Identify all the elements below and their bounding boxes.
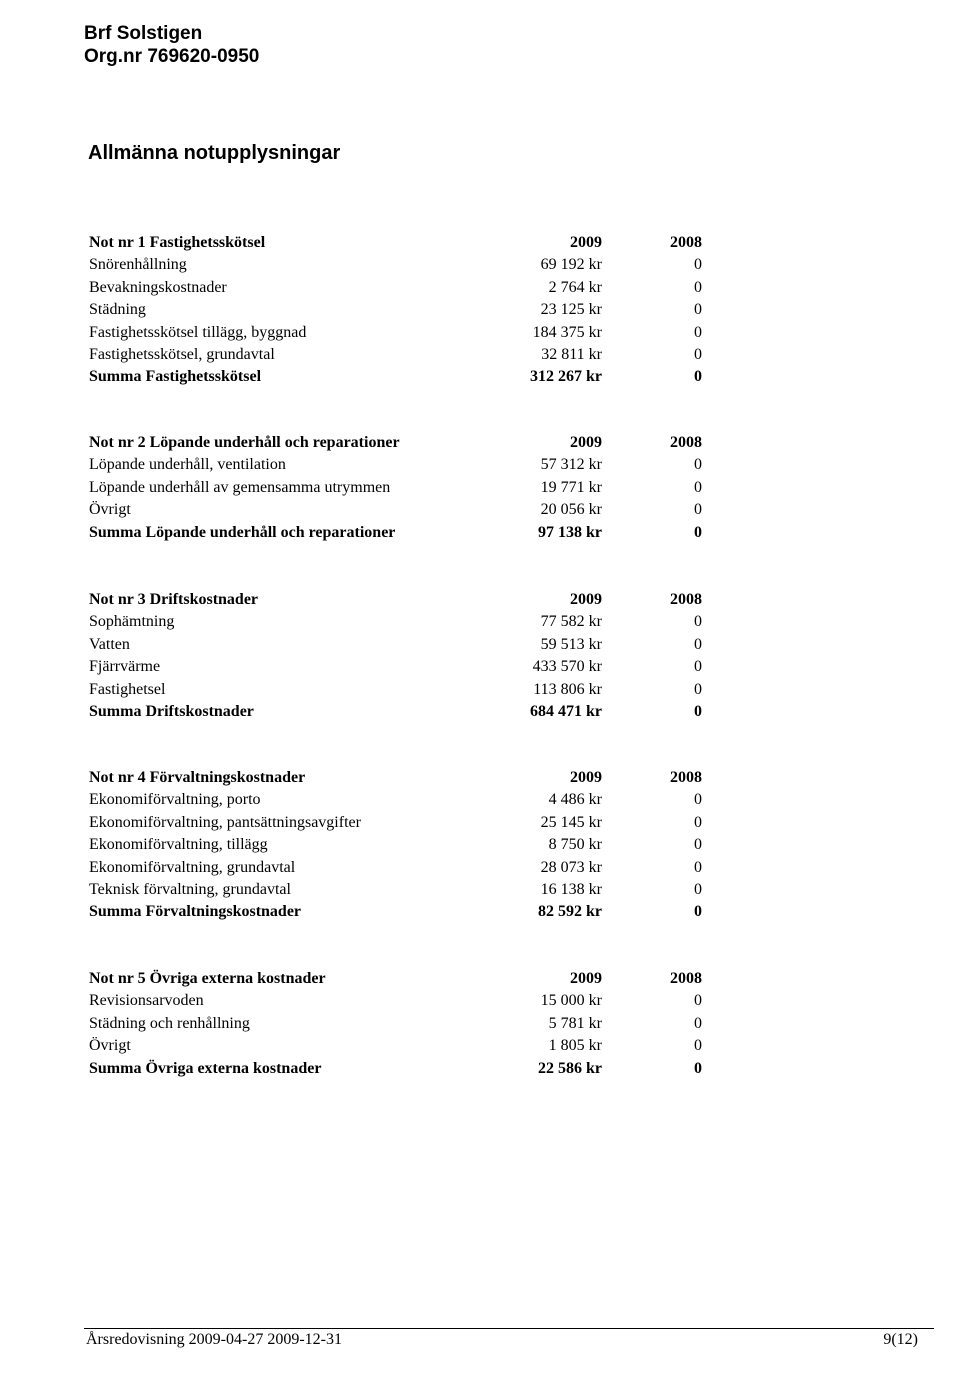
note-4-table xyxy=(89,767,709,924)
table-row xyxy=(89,454,709,476)
value-2009: 5 781 kr xyxy=(548,1014,602,1032)
row-label: Löpande underhåll, ventilation xyxy=(89,456,286,474)
value-2008: 0 xyxy=(694,813,702,831)
value-2008: 0 xyxy=(694,1037,702,1055)
value-2009: 59 513 kr xyxy=(540,635,602,653)
sum-label: Summa Löpande underhåll och reparationer xyxy=(89,523,396,541)
value-2008: 0 xyxy=(694,858,702,876)
value-2009: 28 073 kr xyxy=(540,858,602,876)
table-row xyxy=(89,277,709,299)
row-label: Ekonomiförvaltning, grundavtal xyxy=(89,858,296,876)
table-row xyxy=(89,812,709,834)
value-2009: 32 811 kr xyxy=(541,345,602,363)
footer-divider xyxy=(84,1328,934,1329)
row-label: Städning xyxy=(89,301,146,319)
row-label: Vatten xyxy=(89,635,130,653)
sum-value-2008: 0 xyxy=(694,903,702,921)
value-2009: 8 750 kr xyxy=(548,836,602,854)
row-label: Teknisk förvaltning, grundavtal xyxy=(89,880,291,898)
row-label: Revisionsarvoden xyxy=(89,992,204,1010)
value-2008: 0 xyxy=(694,791,702,809)
note-title: Not nr 5 Övriga externa kostnader xyxy=(89,970,326,987)
org-number: Org.nr 769620-0950 xyxy=(84,46,260,67)
sum-value-2008: 0 xyxy=(694,1059,702,1077)
table-row xyxy=(89,1035,709,1057)
table-row xyxy=(89,344,709,366)
note-header-row xyxy=(89,232,709,254)
value-2008: 0 xyxy=(694,658,702,676)
sum-value-2008: 0 xyxy=(694,368,702,386)
value-2008: 0 xyxy=(694,680,702,698)
column-header-2009: 2009 xyxy=(570,970,602,987)
table-row xyxy=(89,1013,709,1035)
table-row xyxy=(89,611,709,633)
column-header-2008: 2008 xyxy=(670,234,702,251)
column-header-2008: 2008 xyxy=(670,769,702,786)
row-label: Ekonomiförvaltning, porto xyxy=(89,791,261,809)
value-2008: 0 xyxy=(694,456,702,474)
note-3-table xyxy=(89,589,709,723)
footer-page-number: 9(12) xyxy=(883,1331,918,1348)
column-header-2008: 2008 xyxy=(670,434,702,451)
note-title: Not nr 1 Fastighetsskötsel xyxy=(89,234,266,251)
note-5-table xyxy=(89,968,709,1080)
value-2009: 433 570 kr xyxy=(532,658,602,676)
sum-row xyxy=(89,1058,709,1080)
row-label: Övrigt xyxy=(89,501,131,519)
note-1-table xyxy=(89,232,709,389)
value-2008: 0 xyxy=(694,992,702,1010)
value-2009: 16 138 kr xyxy=(540,880,602,898)
note-header-row xyxy=(89,432,709,454)
value-2009: 2 764 kr xyxy=(548,278,602,296)
table-row xyxy=(89,834,709,856)
note-header-row xyxy=(89,589,709,611)
sum-label: Summa Förvaltningskostnader xyxy=(89,903,302,921)
value-2009: 77 582 kr xyxy=(540,613,602,631)
value-2008: 0 xyxy=(694,836,702,854)
note-title: Not nr 3 Driftskostnader xyxy=(89,591,259,608)
note-title: Not nr 2 Löpande underhåll och reparationer xyxy=(89,434,400,451)
row-label: Fastighetsskötsel tillägg, byggnad xyxy=(89,323,307,341)
value-2008: 0 xyxy=(694,635,702,653)
sum-label: Summa Övriga externa kostnader xyxy=(89,1059,322,1077)
sum-row xyxy=(89,522,709,544)
value-2009: 25 145 kr xyxy=(540,813,602,831)
row-label: Sophämtning xyxy=(89,613,175,631)
sum-row xyxy=(89,901,709,923)
value-2008: 0 xyxy=(694,278,702,296)
value-2009: 20 056 kr xyxy=(540,501,602,519)
column-header-2009: 2009 xyxy=(570,769,602,786)
sum-value-2009: 22 586 kr xyxy=(538,1059,602,1077)
table-row xyxy=(89,634,709,656)
row-label: Städning och renhållning xyxy=(89,1014,250,1032)
table-row xyxy=(89,499,709,521)
column-header-2008: 2008 xyxy=(670,591,702,608)
value-2008: 0 xyxy=(694,880,702,898)
table-row xyxy=(89,254,709,276)
sum-value-2008: 0 xyxy=(694,523,702,541)
table-row xyxy=(89,656,709,678)
value-2009: 69 192 kr xyxy=(540,256,602,274)
sum-value-2009: 684 471 kr xyxy=(530,702,602,720)
value-2009: 184 375 kr xyxy=(532,323,602,341)
table-row xyxy=(89,789,709,811)
table-row xyxy=(89,322,709,344)
sum-value-2009: 97 138 kr xyxy=(538,523,602,541)
value-2008: 0 xyxy=(694,323,702,341)
value-2009: 15 000 kr xyxy=(540,992,602,1010)
sum-value-2009: 82 592 kr xyxy=(538,903,602,921)
row-label: Löpande underhåll av gemensamma utrymmen xyxy=(89,478,391,496)
column-header-2008: 2008 xyxy=(670,970,702,987)
sum-value-2009: 312 267 kr xyxy=(530,368,602,386)
table-row xyxy=(89,879,709,901)
value-2008: 0 xyxy=(694,478,702,496)
value-2008: 0 xyxy=(694,256,702,274)
value-2008: 0 xyxy=(694,1014,702,1032)
footer-report-period: Årsredovisning 2009-04-27 2009-12-31 xyxy=(86,1331,342,1348)
row-label: Fjärrvärme xyxy=(89,658,161,676)
row-label: Ekonomiförvaltning, pantsättningsavgifter xyxy=(89,813,361,831)
row-label: Övrigt xyxy=(89,1037,131,1055)
row-label: Bevakningskostnader xyxy=(89,278,227,296)
table-row xyxy=(89,857,709,879)
sum-label: Summa Driftskostnader xyxy=(89,702,254,720)
table-row xyxy=(89,990,709,1012)
row-label: Fastighetsskötsel, grundavtal xyxy=(89,345,275,363)
table-row xyxy=(89,679,709,701)
row-label: Snörenhållning xyxy=(89,256,187,274)
value-2009: 1 805 kr xyxy=(548,1037,602,1055)
value-2009: 23 125 kr xyxy=(540,301,602,319)
value-2009: 19 771 kr xyxy=(540,478,602,496)
sum-row xyxy=(89,366,709,388)
value-2008: 0 xyxy=(694,613,702,631)
column-header-2009: 2009 xyxy=(570,591,602,608)
column-header-2009: 2009 xyxy=(570,434,602,451)
value-2008: 0 xyxy=(694,301,702,319)
value-2008: 0 xyxy=(694,501,702,519)
org-name: Brf Solstigen xyxy=(84,23,203,44)
column-header-2009: 2009 xyxy=(570,234,602,251)
value-2009: 57 312 kr xyxy=(540,456,602,474)
sum-value-2008: 0 xyxy=(694,702,702,720)
section-title: Allmänna notupplysningar xyxy=(88,142,341,164)
row-label: Ekonomiförvaltning, tillägg xyxy=(89,836,268,854)
note-2-table xyxy=(89,432,709,544)
row-label: Fastighetsel xyxy=(89,680,166,698)
note-header-row xyxy=(89,968,709,990)
table-row xyxy=(89,299,709,321)
table-row xyxy=(89,477,709,499)
note-title: Not nr 4 Förvaltningskostnader xyxy=(89,769,306,786)
note-header-row xyxy=(89,767,709,789)
value-2009: 113 806 kr xyxy=(533,680,602,698)
value-2008: 0 xyxy=(694,345,702,363)
sum-row xyxy=(89,701,709,723)
sum-label: Summa Fastighetsskötsel xyxy=(89,368,262,386)
value-2009: 4 486 kr xyxy=(548,791,602,809)
